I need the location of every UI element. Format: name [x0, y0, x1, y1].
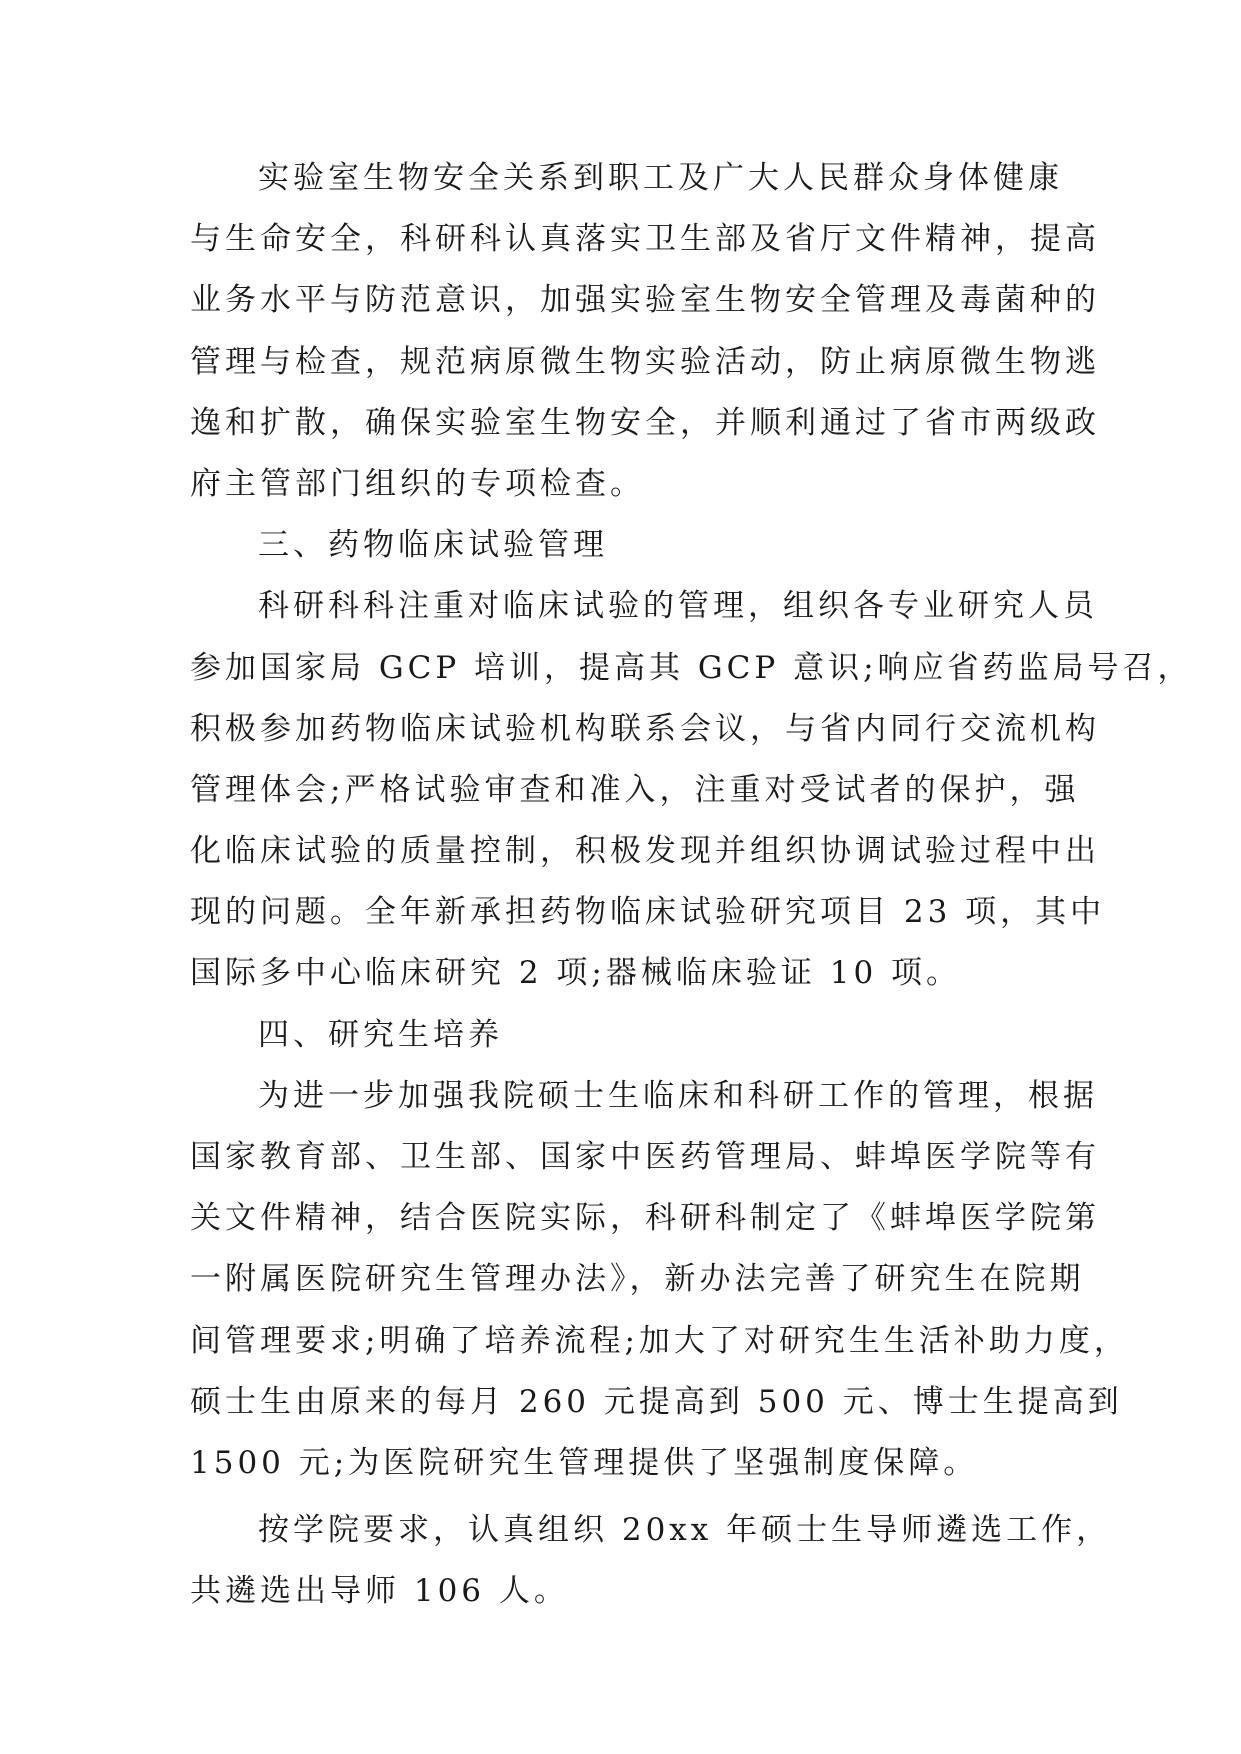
- document-body: [190, 148, 1193, 1623]
- text-line: 硕士生由原来的每月 260 元提高到 500 元、博士生提高到: [190, 1383, 1123, 1420]
- text-line: 管理体会;严格试验审查和准入，注重对受试者的保护，强: [190, 771, 1080, 808]
- text-line: 国际多中心临床研究 2 项;器械临床验证 10 项。: [190, 955, 962, 992]
- text-line: 逸和扩散，确保实验室生物安全，并顺利通过了省市两级政: [190, 404, 1100, 441]
- text-line: 一附属医院研究生管理办法》，新办法完善了研究生在院期: [190, 1261, 1085, 1298]
- text-line: 积极参加药物临床试验机构联系会议，与省内同行交流机构: [190, 710, 1100, 747]
- text-line: 1500 元;为医院研究生管理提供了坚强制度保障。: [190, 1444, 979, 1481]
- text-line: 按学院要求，认真组织 20xx 年硕士生导师遴选工作，: [258, 1512, 1112, 1549]
- text-line: 科研科科注重对临床试验的管理，组织各专业研究人员: [258, 588, 1098, 625]
- section-heading: 三、药物临床试验管理: [258, 527, 608, 564]
- text-line: 参加国家局 GCP 培训，提高其 GCP 意识;响应省药监局号召，: [190, 649, 1193, 686]
- text-line: 间管理要求;明确了培养流程;加大了对研究生生活补助力度，: [190, 1322, 1129, 1359]
- text-line: 与生命安全，科研科认真落实卫生部及省厅文件精神，提高: [190, 221, 1100, 258]
- text-line: 府主管部门组织的专项检查。: [190, 465, 645, 502]
- section-heading: 四、研究生培养: [258, 1016, 503, 1053]
- text-line: 业务水平与防范意识，加强实验室生物安全管理及毒菌种的: [190, 282, 1100, 319]
- text-line: 现的问题。全年新承担药物临床试验研究项目 23 项，其中: [190, 894, 1106, 931]
- text-line: 实验室生物安全关系到职工及广大人民群众身体健康: [258, 160, 1063, 196]
- text-line: 关文件精神，结合医院实际，科研科制定了《蚌埠医学院第: [190, 1200, 1100, 1237]
- text-line: 共遴选出导师 106 人。: [190, 1573, 569, 1610]
- text-line: 化临床试验的质量控制，积极发现并组织协调试验过程中出: [190, 833, 1100, 870]
- text-line: 为进一步加强我院硕士生临床和科研工作的管理，根据: [258, 1077, 1098, 1114]
- text-line: 管理与检查，规范病原微生物实验活动，防止病原微生物逃: [190, 343, 1100, 380]
- text-line: 国家教育部、卫生部、国家中医药管理局、蚌埠医学院等有: [190, 1139, 1100, 1175]
